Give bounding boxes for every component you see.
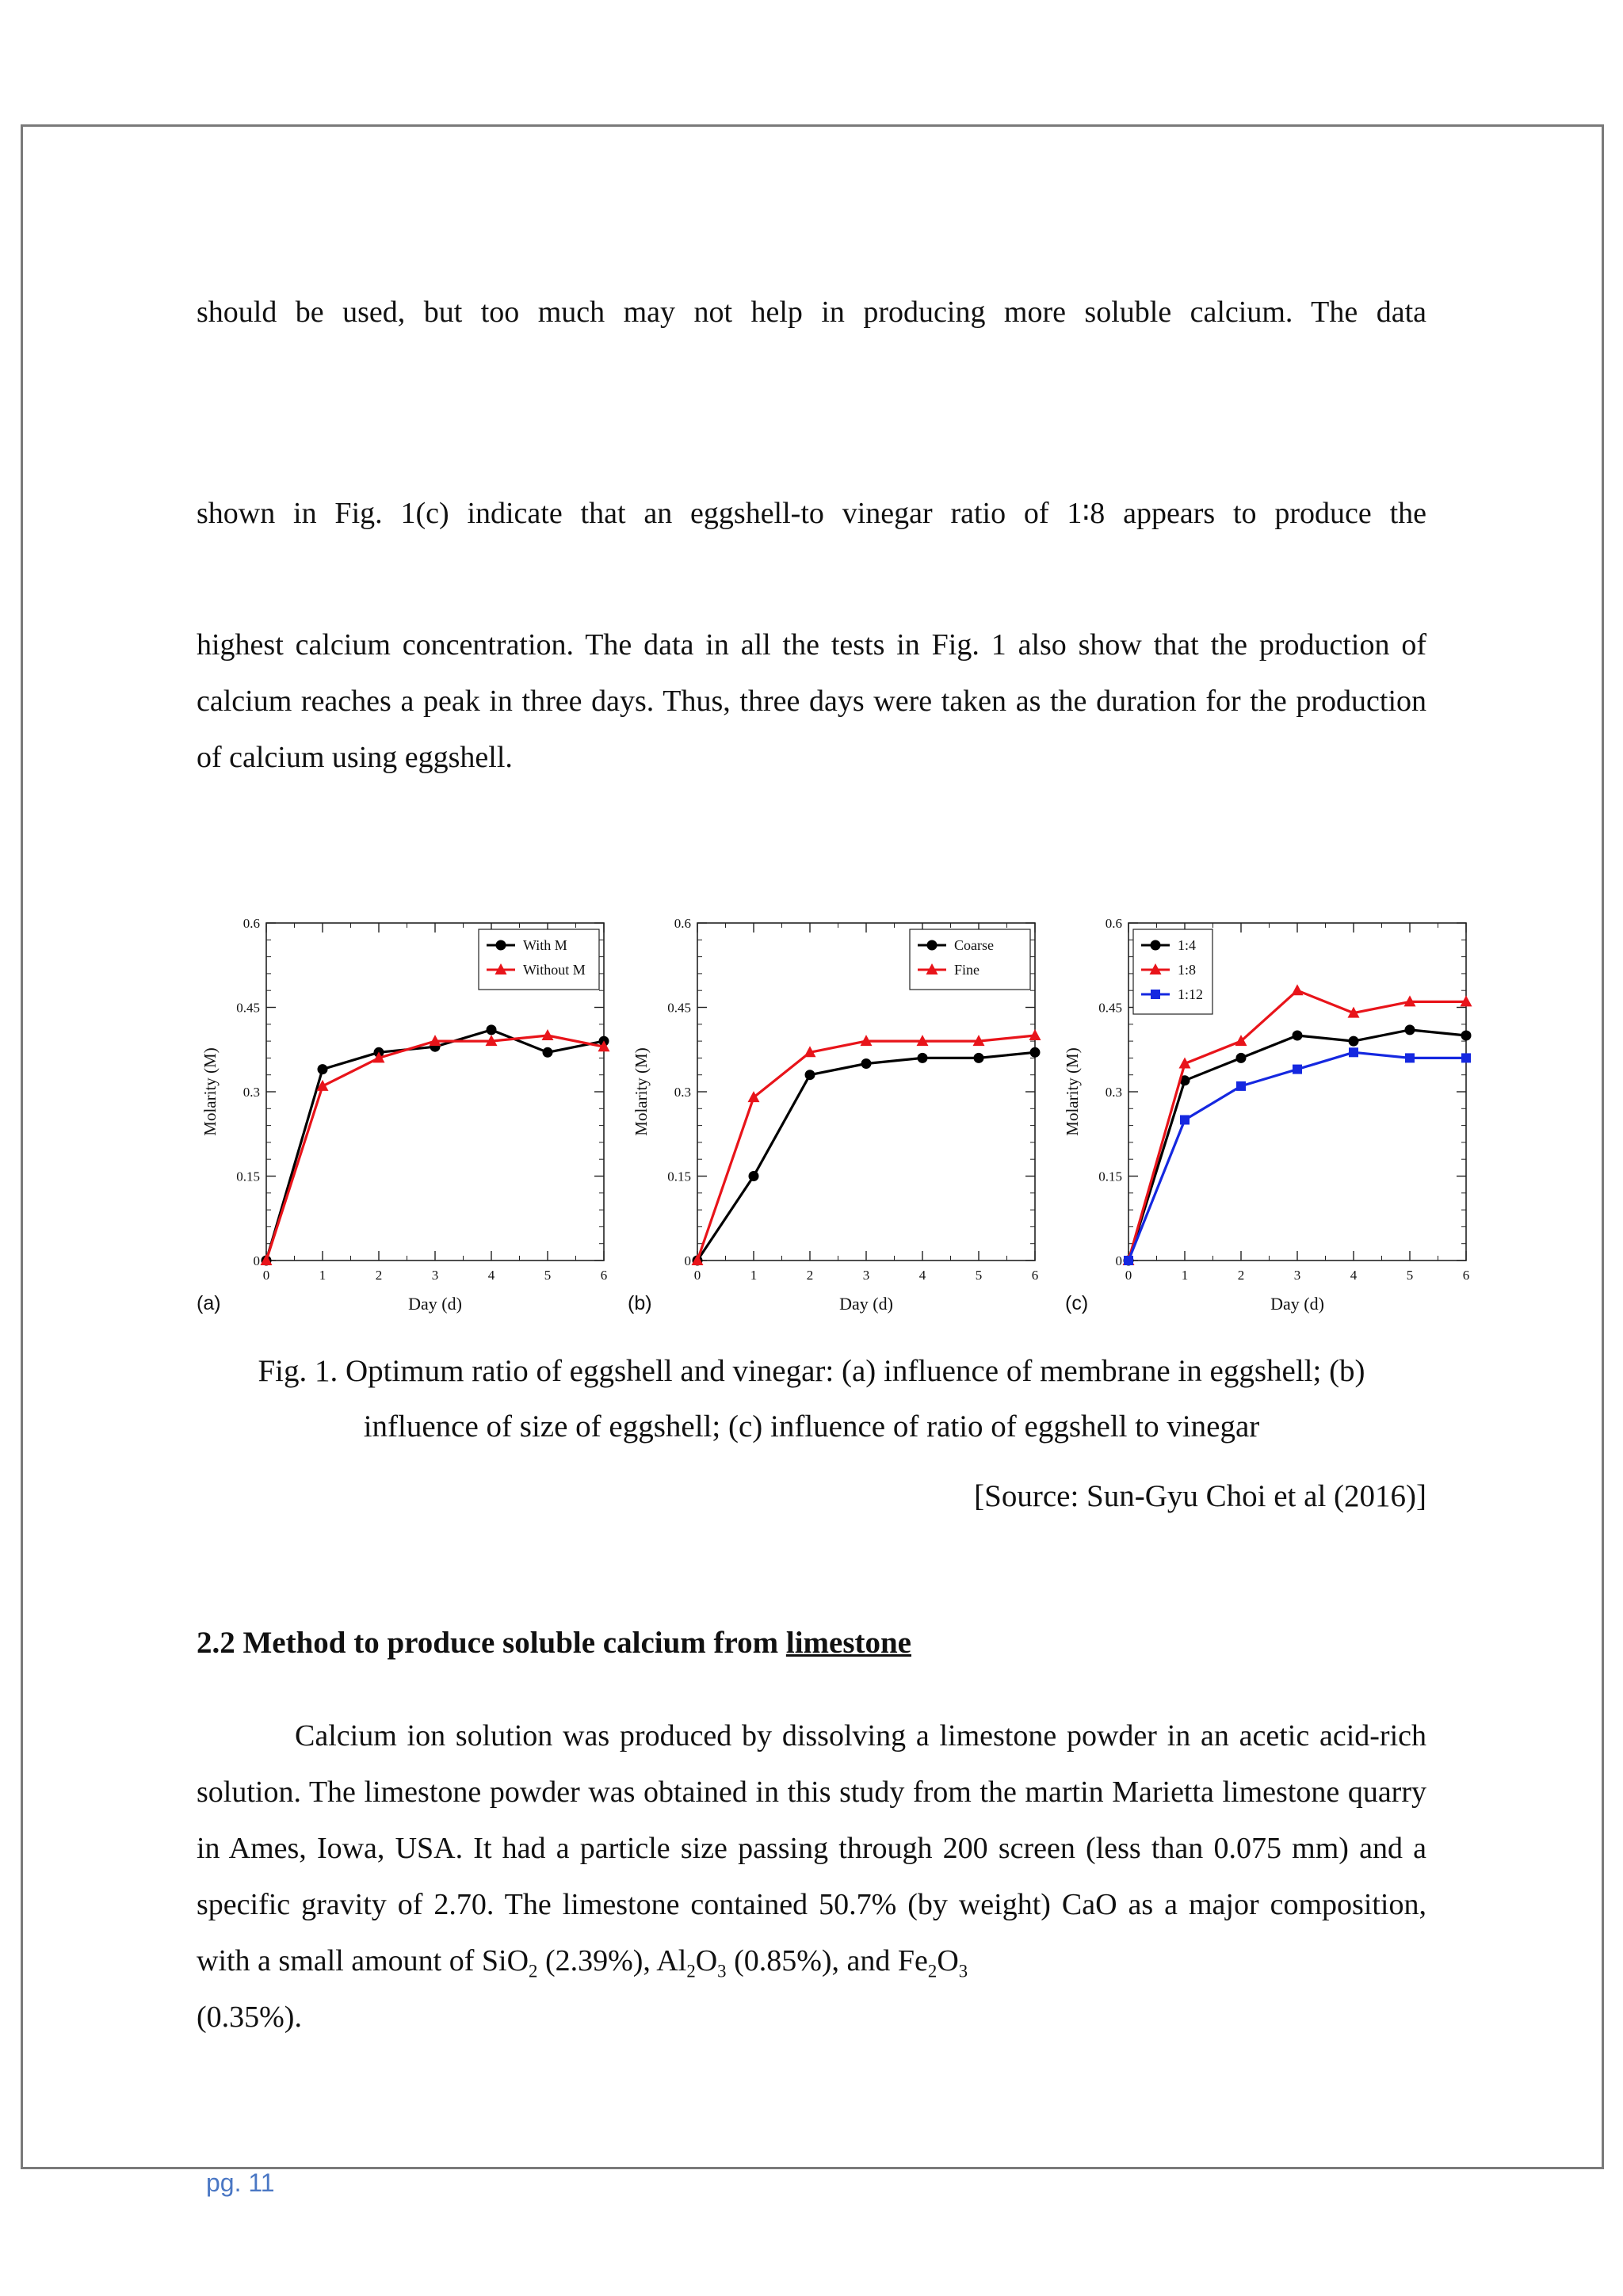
panel-label-a: (a) [197, 1292, 221, 1314]
data-point [318, 1064, 328, 1074]
data-point [1030, 1047, 1041, 1058]
al-oxygen: O [695, 1944, 718, 1978]
x-tick-label: 3 [862, 1268, 870, 1283]
legend-label: 1:4 [1178, 937, 1197, 953]
data-point [1405, 1024, 1415, 1035]
legend-marker [1151, 940, 1161, 951]
data-point [805, 1070, 815, 1080]
x-tick-label: 6 [1462, 1268, 1470, 1283]
data-point [1461, 1053, 1471, 1062]
x-tick-label: 0 [262, 1268, 270, 1283]
series-line-1:4 [1128, 1030, 1466, 1261]
y-tick-label: 0 [253, 1253, 260, 1268]
data-point [749, 1171, 759, 1181]
data-point [1461, 1031, 1472, 1041]
section-heading [197, 1625, 911, 1661]
chart-a [193, 907, 621, 1319]
y-tick-label: 0.45 [667, 1000, 691, 1016]
x-tick-label: 1 [1181, 1268, 1189, 1283]
y-tick-label: 0 [1115, 1253, 1122, 1268]
y-tick-label: 0.45 [236, 1000, 260, 1016]
section-text-4: (0.35%). [197, 2000, 302, 2034]
body-line-1: should be used, but too much may not help in producing more soluble calcium. The data [197, 296, 1426, 329]
series-line-With M [266, 1030, 604, 1261]
data-point [1349, 1047, 1358, 1057]
x-tick-label: 1 [319, 1268, 327, 1283]
y-tick-label: 0.15 [236, 1169, 260, 1184]
legend-label: 1:8 [1178, 962, 1197, 978]
x-tick-label: 3 [431, 1268, 439, 1283]
series-line-Without M [266, 1035, 604, 1261]
y-tick-label: 0.3 [1105, 1085, 1122, 1100]
y-tick-label: 0.6 [1105, 916, 1122, 931]
panel-label-c: (c) [1065, 1292, 1089, 1314]
y-axis-label: Molarity (M) [632, 1047, 651, 1136]
y-tick-label: 0.45 [1098, 1000, 1122, 1016]
caption-line-1: Fig. 1. Optimum ratio of eggshell and vinegar: (a) influence of membrane in eggshell; (b) [258, 1354, 1365, 1388]
legend-marker [496, 940, 506, 951]
page-number: pg. 11 [206, 2168, 275, 2197]
legend-marker [927, 940, 938, 951]
y-axis-label: Molarity (M) [200, 1047, 220, 1136]
body-paragraph: highest calcium concentration. The data in all the tests in Fig. 1 also show that the production of calcium reaches a peak in three days. Thus, three days were taken as the duration for the production of calcium using eggshell. [197, 628, 1426, 774]
y-tick-label: 0.3 [242, 1085, 260, 1100]
section-text-3: (0.85%), and Fe [726, 1944, 928, 1978]
figure-caption [197, 1344, 1426, 1455]
chart-panel-a [193, 907, 621, 1319]
x-tick-label: 1 [750, 1268, 758, 1283]
x-tick-label: 5 [544, 1268, 552, 1283]
panel-label-b: (b) [628, 1292, 652, 1314]
legend-label: Without M [523, 962, 586, 978]
x-tick-label: 5 [975, 1268, 983, 1283]
section-heading-text: 2.2 Method to produce soluble calcium from [197, 1626, 786, 1660]
data-point [1293, 1065, 1302, 1074]
x-tick-label: 6 [600, 1268, 608, 1283]
chart-c [1056, 907, 1484, 1319]
y-tick-label: 0.6 [674, 916, 691, 931]
legend-marker [1151, 990, 1160, 999]
data-point [1124, 1256, 1133, 1265]
legend-label: Coarse [954, 937, 994, 953]
x-tick-label: 2 [1237, 1268, 1245, 1283]
section-text-1: Calcium ion solution was produced by dissolving a limestone powder in an acetic acid-rich solution. The limestone powder was obtained in this study from the martin Marietta limestone quarry in Ames, Iowa, USA. It had a particle size passing through 200 screen (less than 0.075 mm) and a specific gravity of 2.70. The limestone contained 50.7% (by weight) CaO as a major composition, with a small amount of SiO [197, 1719, 1426, 1978]
al-subscript-1: 2 [686, 1961, 696, 1981]
body-line-2: shown in Fig. 1(c) indicate that an eggshell-to vinegar ratio of 1∶8 appears to produce the [197, 497, 1426, 530]
x-tick-label: 2 [375, 1268, 383, 1283]
data-point [1292, 984, 1304, 995]
y-tick-label: 0 [684, 1253, 691, 1268]
legend-label: With M [523, 937, 567, 953]
chart-b [624, 907, 1052, 1319]
fe-subscript-1: 2 [927, 1961, 938, 1981]
figure-source: [Source: Sun-Gyu Choi et al (2016)] [974, 1479, 1426, 1513]
data-point [487, 1024, 497, 1035]
x-tick-label: 5 [1406, 1268, 1414, 1283]
data-point [1236, 1081, 1246, 1091]
y-tick-label: 0.3 [674, 1085, 691, 1100]
al-subscript-2: 3 [717, 1961, 727, 1981]
legend-label: 1:12 [1178, 986, 1204, 1002]
data-point [1180, 1116, 1190, 1125]
sio2-subscript: 2 [529, 1961, 538, 1981]
series-line-Fine [697, 1035, 1035, 1261]
x-axis-label: Day (d) [1270, 1294, 1324, 1314]
data-point [861, 1058, 872, 1069]
x-axis-label: Day (d) [839, 1294, 893, 1314]
x-tick-label: 0 [693, 1268, 701, 1283]
data-point [1405, 1053, 1415, 1062]
x-tick-label: 6 [1031, 1268, 1039, 1283]
data-point [1293, 1031, 1303, 1041]
chart-panel-b [624, 907, 1052, 1319]
data-point [543, 1047, 553, 1058]
x-tick-label: 4 [487, 1268, 495, 1283]
caption-line-2: influence of size of eggshell; (c) influence of ratio of eggshell to vinegar [363, 1409, 1260, 1444]
series-line-Coarse [697, 1052, 1035, 1261]
x-tick-label: 4 [918, 1268, 926, 1283]
y-axis-label: Molarity (M) [1063, 1047, 1082, 1136]
section-paragraph [197, 1708, 1426, 2046]
chart-panel-c [1056, 907, 1484, 1319]
data-point [918, 1053, 928, 1063]
fe-oxygen: O [937, 1944, 959, 1978]
section-text-2: (2.39%), Al [537, 1944, 687, 1978]
x-tick-label: 4 [1350, 1268, 1358, 1283]
data-point [1349, 1036, 1359, 1047]
data-point [974, 1053, 984, 1063]
x-tick-label: 2 [806, 1268, 814, 1283]
fe-subscript-2: 3 [958, 1961, 968, 1981]
x-axis-label: Day (d) [408, 1294, 462, 1314]
y-tick-label: 0.15 [1098, 1169, 1122, 1184]
x-tick-label: 3 [1293, 1268, 1301, 1283]
x-tick-label: 0 [1125, 1268, 1132, 1283]
y-tick-label: 0.6 [242, 916, 260, 931]
data-point [1236, 1053, 1247, 1063]
y-tick-label: 0.15 [667, 1169, 691, 1184]
section-heading-link[interactable]: limestone [785, 1626, 911, 1660]
legend-label: Fine [954, 962, 980, 978]
